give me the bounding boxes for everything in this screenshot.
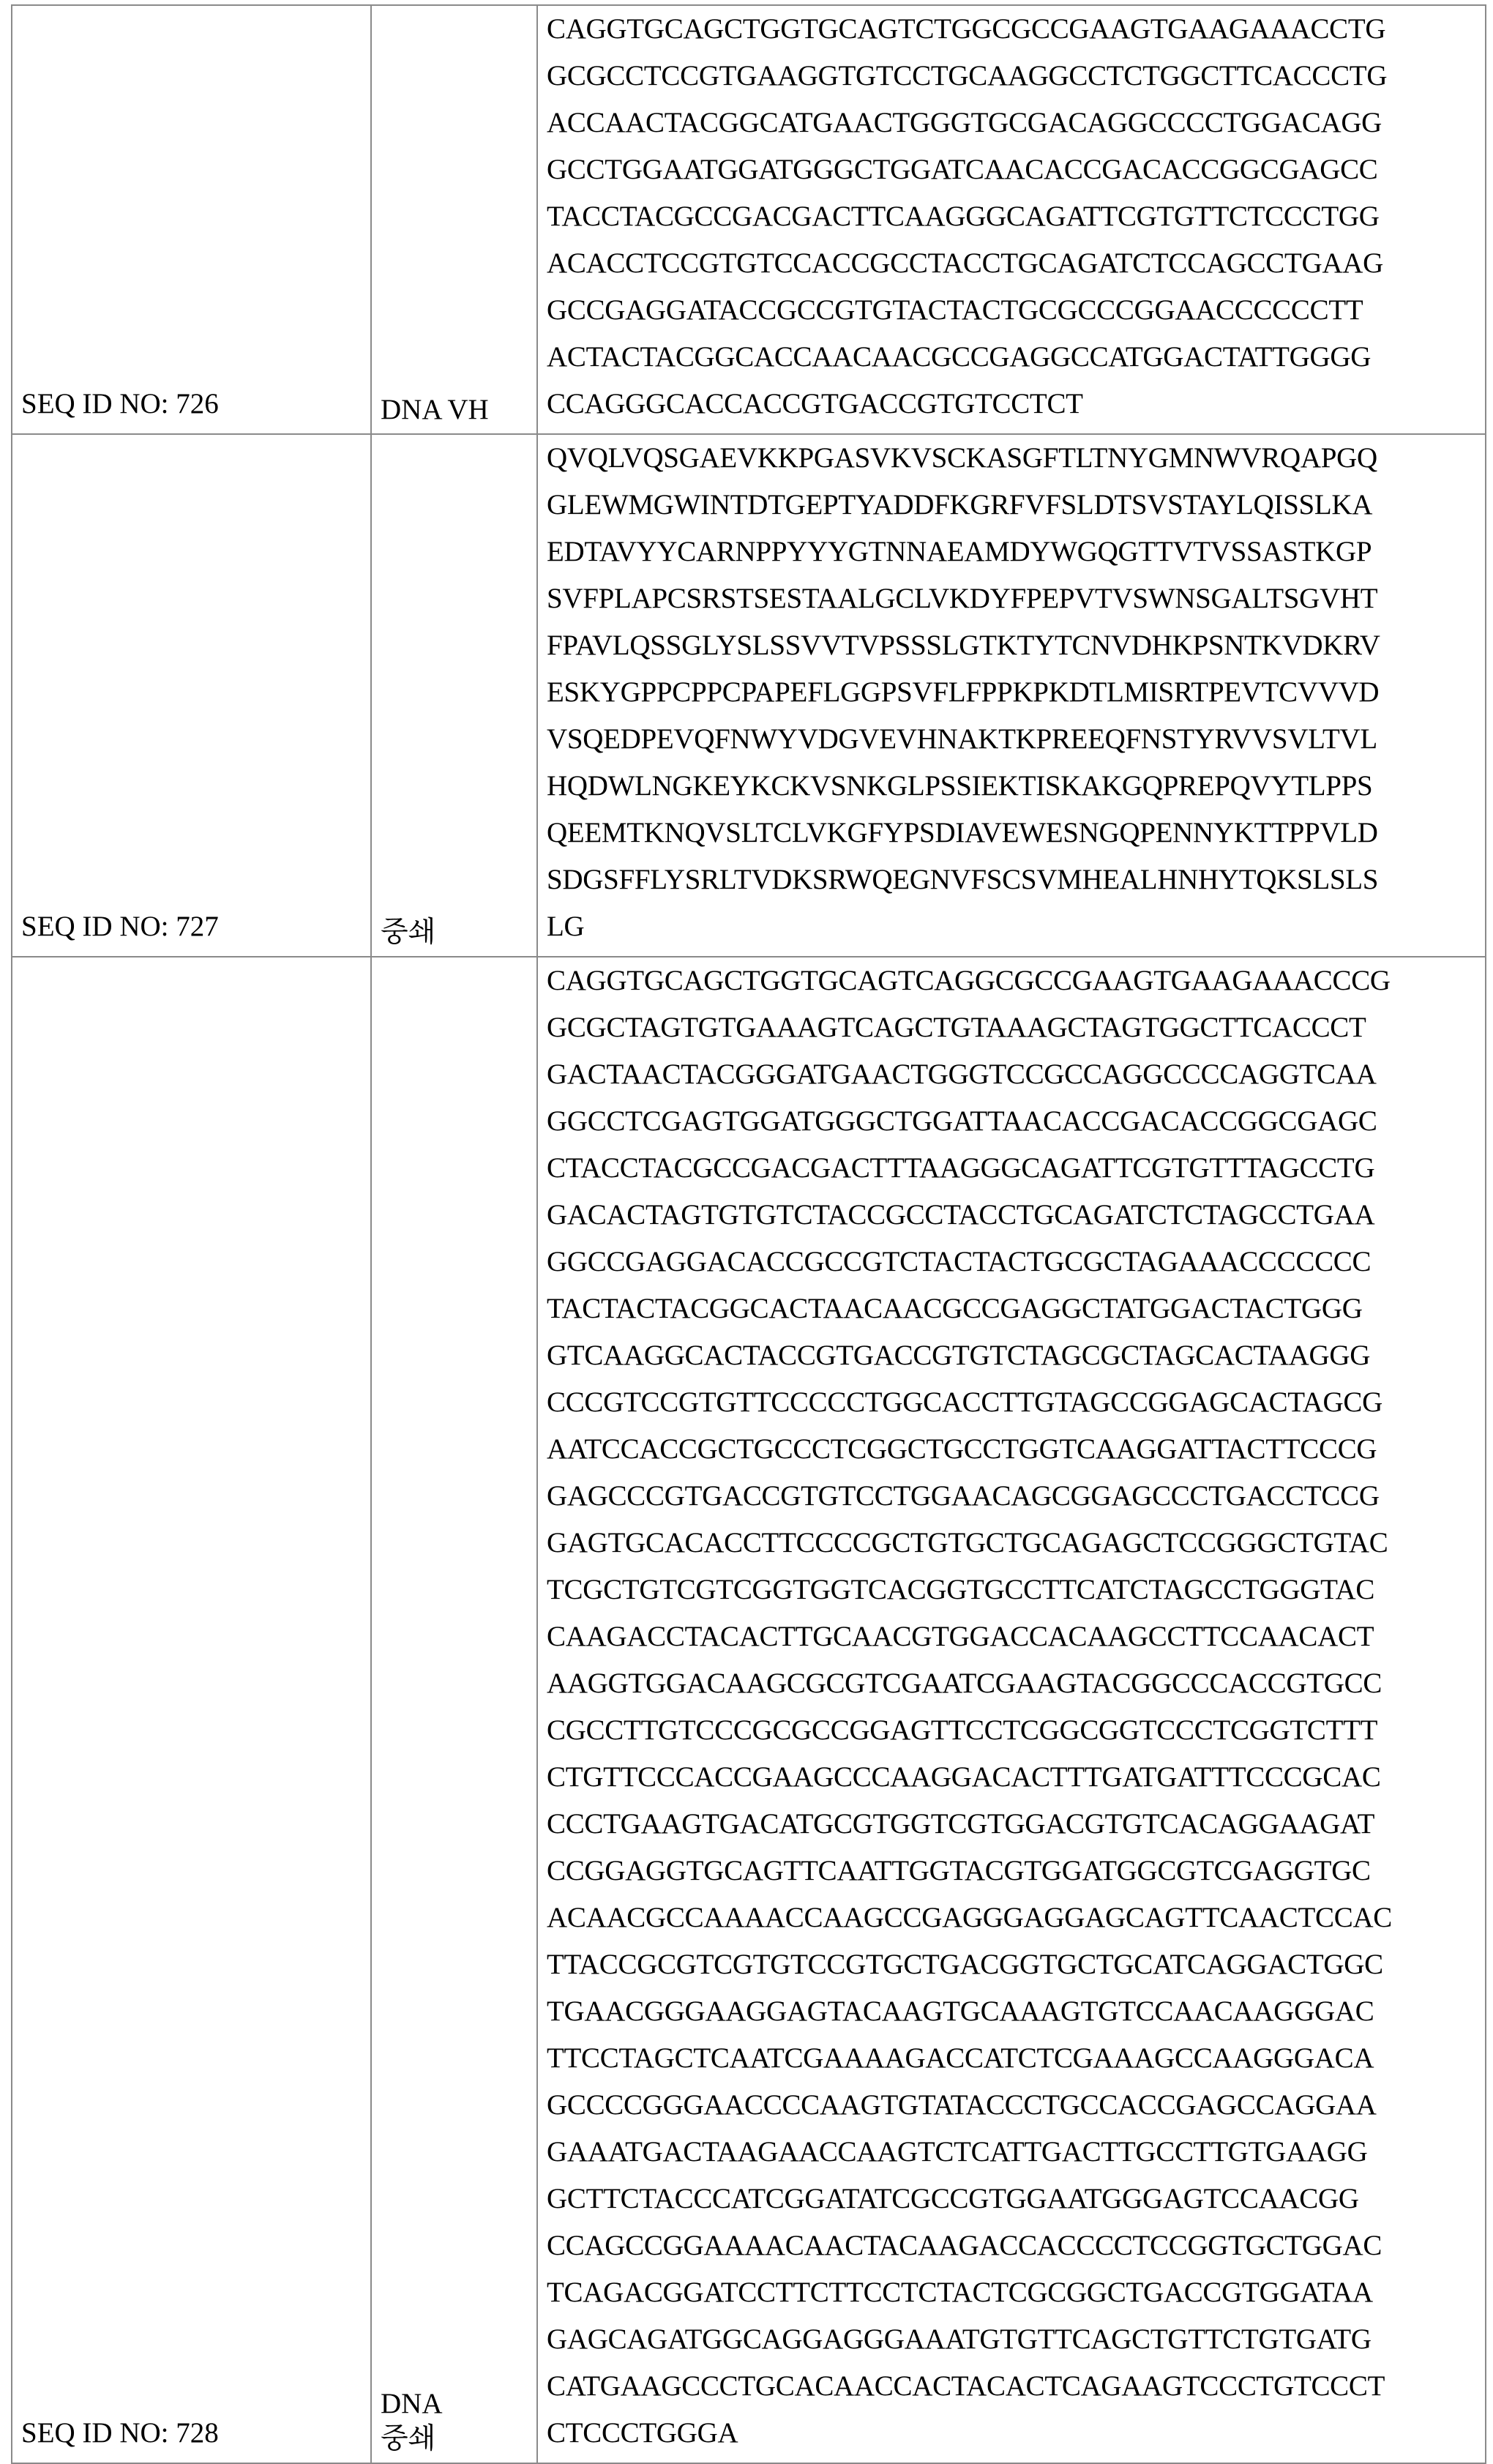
sequence-cell — [537, 434, 1486, 957]
seq-type: DNA — [381, 2386, 536, 2422]
sequence-line: GGCCGAGGACACCGCCGTCTACTACTGCGCTAGAAACCCCCCC — [547, 1239, 1485, 1285]
sequence-line: GAGCAGATGGCAGGAGGGAAATGTGTTCAGCTGTTCTGTGATG — [547, 2316, 1485, 2363]
sequence-line: CCGGAGGTGCAGTTCAATTGGTACGTGGATGGCGTCGAGGTGC — [547, 1848, 1485, 1894]
sequence-cell — [537, 957, 1486, 2463]
sequence-line: CAAGACCTACACTTGCAACGTGGACCACAAGCCTTCCAACACT — [547, 1613, 1485, 1660]
sequence-line: QEEMTKNQVSLTCLVKGFYPSDIAVEWESNGQPENNYKTTPPVLD — [547, 810, 1485, 856]
sequence-line: TCGCTGTCGTCGGTGGTCACGGTGCCTTCATCTAGCCTGGGTAC — [547, 1567, 1485, 1613]
sequence-line: FPAVLQSSGLYSLSSVVTVPSSSLGTKTYTCNVDHKPSNTKVDKRV — [547, 622, 1485, 669]
sequence-line: GCCGAGGATACCGCCGTGTACTACTGCGCCCGGAACCCCCCTT — [547, 287, 1485, 334]
sequence-line: TACTACTACGGCACTAACAACGCCGAGGCTATGGACTACTGGG — [547, 1285, 1485, 1332]
sequence-line: GGCCTCGAGTGGATGGGCTGGATTAACACCGACACCGGCGAGC — [547, 1098, 1485, 1145]
sequence-table — [11, 4, 1486, 2464]
sequence-line: ACAACGCCAAAACCAAGCCGAGGGAGGAGCAGTTCAACTCCAC — [547, 1894, 1485, 1941]
sequence-line: CCCGTCCGTGTTCCCCCTGGCACCTTGTAGCCGGAGCACTAGCG — [547, 1379, 1485, 1426]
sequence-line: CCCTGAAGTGACATGCGTGGTCGTGGACGTGTCACAGGAAGAT — [547, 1801, 1485, 1848]
seq-type: 중쇄 — [381, 915, 536, 950]
sequence-line: GCCTGGAATGGATGGGCTGGATCAACACCGACACCGGCGAGCC — [547, 146, 1485, 193]
sequence-line: TACCTACGCCGACGACTTCAAGGGCAGATTCGTGTTCTCCCTGG — [547, 193, 1485, 240]
sequence-line: GAGCCCGTGACCGTGTCCTGGAACAGCGGAGCCCTGACCTCCG — [547, 1473, 1485, 1520]
sequence-line: SVFPLAPCSRSTSESTAALGCLVKDYFPEPVTVSWNSGALTSGVHT — [547, 575, 1485, 622]
sequence-line: TCAGACGGATCCTTCTTCCTCTACTCGCGGCTGACCGTGGATAA — [547, 2269, 1485, 2316]
sequence-line: GACTAACTACGGGATGAACTGGGTCCGCCAGGCCCCAGGTCAA — [547, 1051, 1485, 1098]
sequence-line: CGCCTTGTCCCGCGCCGGAGTTCCTCGGCGGTCCCTCGGTCTTT — [547, 1707, 1485, 1754]
table-row — [12, 957, 1486, 2463]
seq-id: SEQ ID NO: 727 — [21, 911, 219, 942]
sequence-line: GACACTAGTGTGTCTACCGCCTACCTGCAGATCTCTAGCCTGAA — [547, 1192, 1485, 1239]
sequence-cell — [537, 5, 1486, 434]
sequence-line: GCGCCTCCGTGAAGGTGTCCTGCAAGGCCTCTGGCTTCACCCTG — [547, 53, 1485, 100]
sequence-line: CCAGGGCACCACCGTGACCGTGTCCTCT — [547, 381, 1485, 428]
sequence-line: AAGGTGGACAAGCGCGTCGAATCGAAGTACGGCCCACCGTGCC — [547, 1660, 1485, 1707]
sequence-line: CTGTTCCCACCGAAGCCCAAGGACACTTTGATGATTTCCCGCAC — [547, 1754, 1485, 1801]
sequence-line: CATGAAGCCCTGCACAACCACTACACTCAGAAGTCCCTGTCCCT — [547, 2363, 1485, 2410]
seq-id-cell — [12, 5, 371, 434]
sequence-line: AATCCACCGCTGCCCTCGGCTGCCTGGTCAAGGATTACTTCCCG — [547, 1426, 1485, 1473]
sequence-line: TTCCTAGCTCAATCGAAAAGACCATCTCGAAAGCCAAGGGACA — [547, 2035, 1485, 2082]
seq-type: 중쇄 — [381, 2422, 536, 2457]
seq-type-cell — [371, 434, 537, 957]
seq-id-cell — [12, 957, 371, 2463]
sequence-line: GCGCTAGTGTGAAAGTCAGCTGTAAAGCTAGTGGCTTCACCCT — [547, 1004, 1485, 1051]
sequence-line: TGAACGGGAAGGAGTACAAGTGCAAAGTGTCCAACAAGGGAC — [547, 1988, 1485, 2035]
sequence-line: HQDWLNGKEYKCKVSNKGLPSSIEKTISKAKGQPREPQVYTLPPS — [547, 763, 1485, 810]
seq-id: SEQ ID NO: 726 — [21, 388, 219, 419]
sequence-line: GCCCCGGGAACCCCAAGTGTATACCCTGCCACCGAGCCAGGAA — [547, 2082, 1485, 2129]
sequence-line: VSQEDPEVQFNWYVDGVEVHNAKTKPREEQFNSTYRVVSVLTVL — [547, 716, 1485, 763]
sequence-line: TTACCGCGTCGTGTCCGTGCTGACGGTGCTGCATCAGGACTGGC — [547, 1941, 1485, 1988]
sequence-line: GAAATGACTAAGAACCAAGTCTCATTGACTTGCCTTGTGAAGG — [547, 2129, 1485, 2176]
seq-type-cell — [371, 5, 537, 434]
sequence-line: CAGGTGCAGCTGGTGCAGTCAGGCGCCGAAGTGAAGAAACCCG — [547, 957, 1485, 1004]
seq-type-cell — [371, 957, 537, 2463]
sequence-line: EDTAVYYCARNPPYYYGTNNAEAMDYWGQGTTVTVSSASTKGP — [547, 529, 1485, 575]
sequence-line: GAGTGCACACCTTCCCCGCTGTGCTGCAGAGCTCCGGGCTGTAC — [547, 1520, 1485, 1567]
sequence-line: QVQLVQSGAEVKKPGASVKVSCKASGFTLTNYGMNWVRQAPGQ — [547, 435, 1485, 482]
sequence-line: ACCAACTACGGCATGAACTGGGTGCGACAGGCCCCTGGACAGG — [547, 100, 1485, 146]
sequence-line: GTCAAGGCACTACCGTGACCGTGTCTAGCGCTAGCACTAAGGG — [547, 1332, 1485, 1379]
sequence-line: ACTACTACGGCACCAACAACGCCGAGGCCATGGACTATTGGGG — [547, 334, 1485, 381]
sequence-line: GCTTCTACCCATCGGATATCGCCGTGGAATGGGAGTCCAACGG — [547, 2176, 1485, 2222]
seq-type: DNA VH — [381, 392, 536, 428]
sequence-line: CTCCCTGGGA — [547, 2410, 1485, 2457]
sequence-line: ACACCTCCGTGTCCACCGCCTACCTGCAGATCTCCAGCCTGAAG — [547, 240, 1485, 287]
seq-id: SEQ ID NO: 728 — [21, 2417, 219, 2449]
sequence-line: GLEWMGWINTDTGEPTYADDFKGRFVFSLDTSVSTAYLQISSLKA — [547, 482, 1485, 529]
sequence-line: CAGGTGCAGCTGGTGCAGTCTGGCGCCGAAGTGAAGAAACCTG — [547, 6, 1485, 53]
table-row — [12, 5, 1486, 434]
sequence-line: ESKYGPPCPPCPAPEFLGGPSVFLFPPKPKDTLMISRTPEVTCVVVD — [547, 669, 1485, 716]
sequence-line: SDGSFFLYSRLTVDKSRWQEGNVFSCSVMHEALHNHYTQKSLSLS — [547, 856, 1485, 903]
sequence-line: LG — [547, 903, 1485, 950]
sequence-table-body — [12, 5, 1486, 2463]
seq-id-cell — [12, 434, 371, 957]
sequence-line: CCAGCCGGAAAACAACTACAAGACCACCCCTCCGGTGCTGGAC — [547, 2222, 1485, 2269]
sequence-line: CTACCTACGCCGACGACTTTAAGGGCAGATTCGTGTTTAGCCTG — [547, 1145, 1485, 1192]
table-row — [12, 434, 1486, 957]
